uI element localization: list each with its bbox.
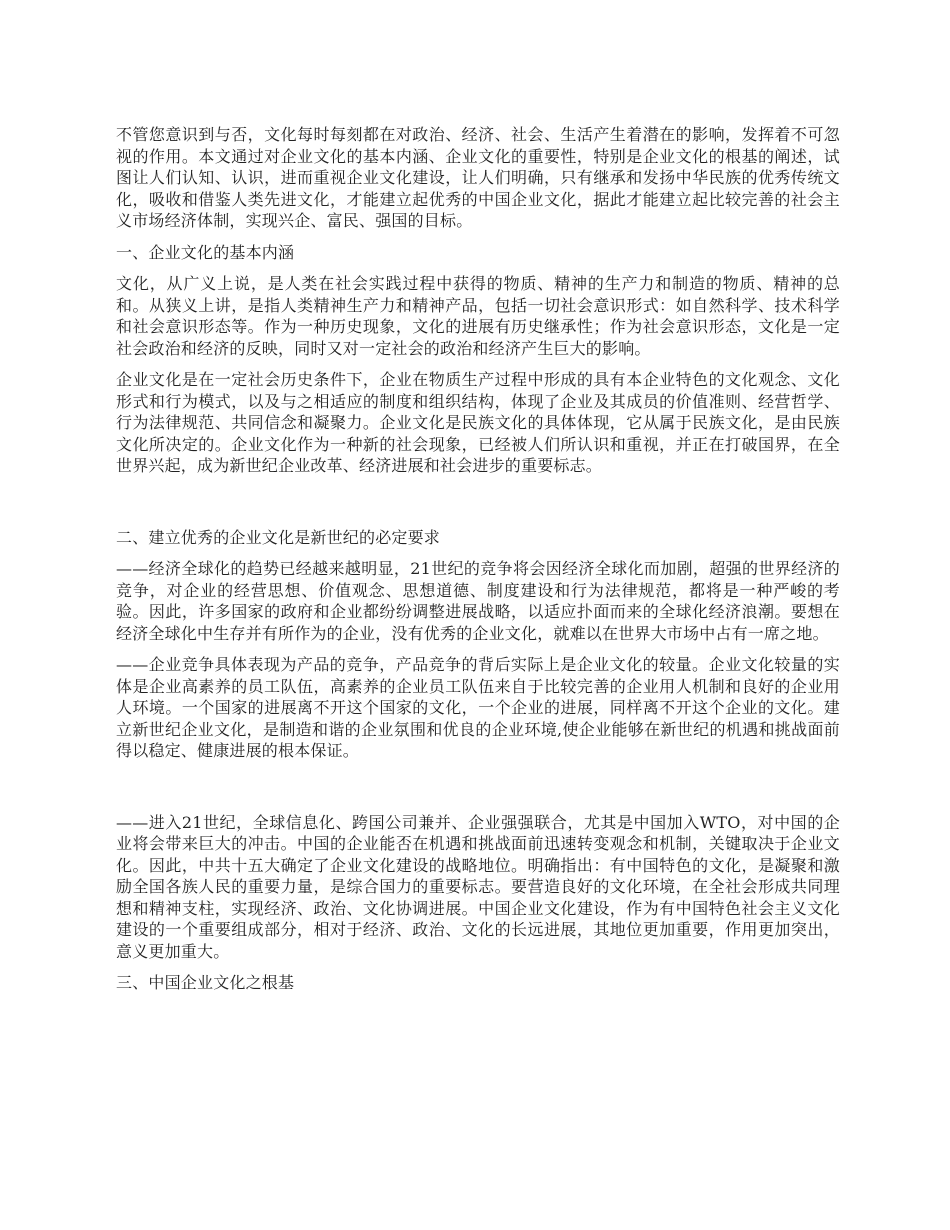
- spacer: [116, 487, 840, 527]
- spacer: [116, 772, 840, 812]
- section-2-paragraph-3: ——进入21世纪，全球信息化、跨国公司兼并、企业强强联合，尤其是中国加入WTO，对中国的企业将会带来巨大的冲击。中国的企业能否在机遇和挑战面前迅速转变观念和机制，关键取决于企业文化。因此，中共十五大确定了企业文化建设的战略地位。明确指出：有中国特色的文化，是凝聚和激励全国各族人民的重要力量，是综合国力的重要标志。要营造良好的文化环境，在全社会形成共同理想和精神支柱，实现经济、政治、文化协调进展。中国企业文化建设，作为有中国特色社会主义文化建设的一个重要组成部分，相对于经济、政治、文化的长远进展，其地位更加重要，作用更加突出，意义更加重大。: [116, 812, 840, 961]
- section-2-paragraph-2: ——企业竞争具体表现为产品的竞争，产品竞争的背后实际上是企业文化的较量。企业文化较量的实体是企业高素养的员工队伍，高素养的企业员工队伍来自于比较完善的企业用人机制和良好的企业用人环境。一个国家的进展离不开这个国家的文化，一个企业的进展，同样离不开这个企业的文化。建立新世纪企业文化，是制造和谐的企业氛围和优良的企业环境,使企业能够在新世纪的机遇和挑战面前得以稳定、健康进展的根本保证。: [116, 655, 840, 760]
- intro-paragraph: 不管您意识到与否，文化每时每刻都在对政治、经济、社会、生活产生着潜在的影响，发挥着不可忽视的作用。本文通过对企业文化的基本内涵、企业文化的重要性，特别是企业文化的根基的阐述，试图让人们认知、认识，进而重视企业文化建设，让人们明确，只有继承和发扬中华民族的优秀传统文化，吸收和借鉴人类先进文化，才能建立起优秀的中国企业文化，据此才能建立起比较完善的社会主义市场经济体制，实现兴企、富民、强国的目标。: [116, 125, 840, 230]
- section-3-heading: 三、中国企业文化之根基: [116, 973, 295, 992]
- document-page: [116, 124, 840, 1004]
- section-1-paragraph-2: 企业文化是在一定社会历史条件下，企业在物质生产过程中形成的具有本企业特色的文化观念、文化形式和行为模式，以及与之相适应的制度和组织结构，体现了企业及其成员的价值准则、经营哲学、行为法律规范、共同信念和凝聚力。企业文化是民族文化的具体体现，它从属于民族文化，是由民族文化所决定的。企业文化作为一种新的社会现象，已经被人们所认识和重视，并正在打破国界，在全世界兴起，成为新世纪企业改革、经济进展和社会进步的重要标志。: [116, 370, 840, 475]
- section-1-heading: 一、企业文化的基本内涵: [116, 242, 295, 262]
- section-1-paragraph-1: 文化，从广义上说，是人类在社会实践过程中获得的物质、精神的生产力和制造的物质、精神的总和。从狭义上讲，是指人类精神生产力和精神产品，包括一切社会意识形式：如自然科学、技术科学和社会意识形态等。作为一种历史现象，文化的进展有历史继承性；作为社会意识形态，文化是一定社会政治和经济的反映，同时又对一定社会的政治和经济产生巨大的影响。: [116, 274, 840, 358]
- section-2-heading: 二、建立优秀的企业文化是新世纪的必定要求: [116, 527, 441, 547]
- section-2-paragraph-1: ——经济全球化的趋势已经越来越明显，21世纪的竞争将会因经济全球化而加剧，超强的世界经济的竞争，对企业的经营思想、价值观念、思想道德、制度建设和行为法律规范，都将是一种严峻的考验。因此，许多国家的政府和企业都纷纷调整进展战略，以适应扑面而来的全球化经济浪潮。要想在经济全球化中生存并有所作为的企业，没有优秀的企业文化，就难以在世界大市场中占有一席之地。: [116, 559, 840, 643]
